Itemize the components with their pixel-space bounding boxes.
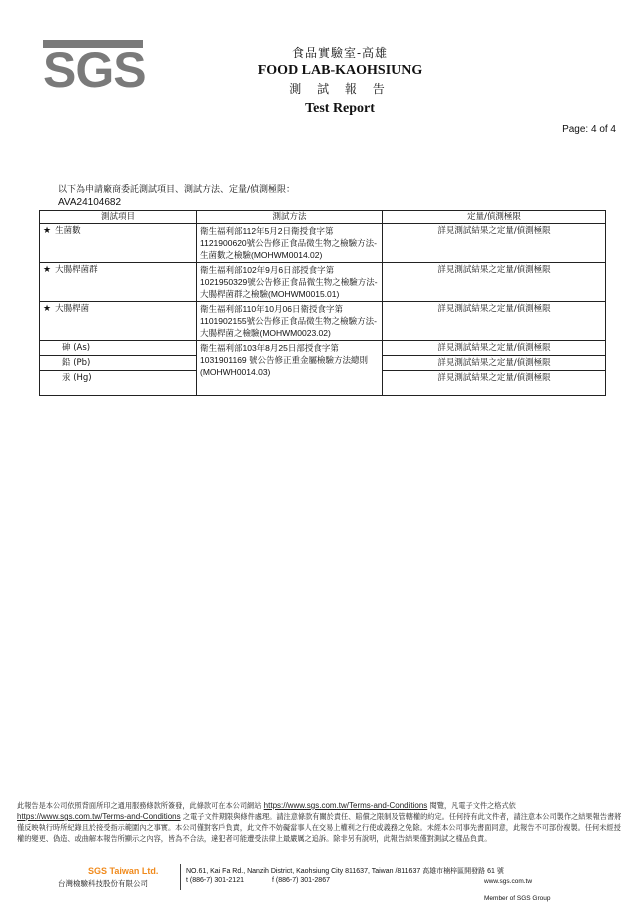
star-icon: ★ (43, 265, 52, 275)
lab-title-en: FOOD LAB-KAOHSIUNG (257, 63, 423, 78)
report-title-cn: 測 試 報 告 (289, 82, 391, 96)
header-test-method: 測試方法 (197, 211, 383, 224)
test-method-cell: 衛生福利部102年9月6日部授食字第1021950329號公告修正食品微生物之檢驗方法-大腸桿菌群之檢驗(MOHWM0015.01) (197, 263, 383, 302)
table-header-row (40, 211, 606, 224)
test-item-cell (40, 302, 197, 341)
limit-cell: 詳見測試結果之定量/偵測極限 (383, 224, 606, 263)
table-row (40, 341, 606, 356)
logo-text: SGS (43, 42, 146, 98)
test-item-name: 砷 (As) (40, 341, 197, 356)
limit-cell: 詳見測試結果之定量/偵測極限 (383, 371, 606, 396)
company-address: NO.61, Kai Fa Rd., Nanzih District, Kaohsiung City 811637, Taiwan /811637 高雄市楠梓區開發路 61 號 (186, 868, 504, 875)
company-fax: f (886-7) 301-2867 (272, 877, 330, 884)
terms-notice (17, 800, 627, 844)
table-row (40, 224, 606, 263)
test-item-name: 生菌數 (55, 226, 81, 236)
footer-divider (180, 864, 181, 890)
limit-cell: 詳見測試結果之定量/偵測極限 (383, 263, 606, 302)
limit-cell: 詳見測試結果之定量/偵測極限 (383, 356, 606, 371)
test-item-name: 大腸桿菌群 (55, 265, 98, 275)
lab-title-cn: 食品實驗室-高雄 (291, 46, 389, 60)
header-limit: 定量/偵測極限 (383, 211, 606, 224)
company-name-en: SGS Taiwan Ltd. (88, 866, 159, 876)
member-label: Member of SGS Group (484, 895, 551, 902)
test-item-cell (40, 224, 197, 263)
test-item-name: 鉛 (Pb) (40, 356, 197, 371)
test-item-cell (40, 263, 197, 302)
terms-text: 之電子文件期限與條件處理。請注意條款有關於責任、賠償之限制及管轄權的約定。任何持有此文件者，請注意本公司製作之結果報告書將僅反映執行時所紀錄且於接受指示範圍內之事實。本公司僅對客戶負責，此文件不妨礙當事人在交易上權利之行使或義務之免除。未經本公司事先書面同意，此報告不可部份複製。任何未經授權的變更、偽造、或曲解本報告所顯示之內容，皆為不合法，違犯者可能遭受法律上最嚴厲之追訴。除非另有說明，此報告結果僅對測試之樣品負責。 (17, 812, 622, 843)
limit-cell: 詳見測試結果之定量/偵測極限 (383, 302, 606, 341)
terms-text: 此報告是本公司依照背面所印之通用服務條款所簽發，此條款可在本公司網站 (17, 801, 264, 810)
company-website[interactable]: www.sgs.com.tw (484, 878, 533, 885)
page-number: Page: 4 of 4 (562, 124, 616, 135)
star-icon: ★ (43, 304, 52, 314)
table-row (40, 263, 606, 302)
sgs-logo (43, 40, 146, 98)
star-icon: ★ (43, 226, 52, 236)
terms-link[interactable]: https://www.sgs.com.tw/Terms-and-Conditions (263, 801, 428, 810)
company-phone: t (886-7) 301-2121 (186, 877, 244, 884)
test-method-cell: 衛生福利部112年5月2日衛授食字第 1121900620號公告修正食品微生物之檢驗方法-生菌數之檢驗(MOHWM0014.02) (197, 224, 383, 263)
terms-text: 閱覽，凡電子文件之格式依 (427, 801, 516, 810)
terms-link[interactable]: https://www.sgs.com.tw/Terms-and-Conditions (17, 812, 181, 821)
report-number: AVA24104682 (58, 197, 122, 208)
test-item-name: 汞 (Hg) (40, 371, 197, 396)
test-methods-table (39, 210, 606, 396)
intro-text: 以下為申請廠商委託測試項目、測試方法、定量/偵測極限： (58, 185, 296, 195)
header-test-item: 測試項目 (40, 211, 197, 224)
test-method-cell: 衛生福利部110年10月06日衛授食字第1101902155號公告修正食品微生物之檢驗方法-大腸桿菌之檢驗(MOHWM0023.02) (197, 302, 383, 341)
limit-cell: 詳見測試結果之定量/偵測極限 (383, 341, 606, 356)
company-name-cn: 台灣檢驗科技股份有限公司 (58, 879, 148, 888)
test-method-cell: 衛生福利部103年8月25日部授食字第1031901169 號公告修正重金屬檢驗方法總則(MOHWH0014.03) (197, 341, 383, 396)
report-title-en: Test Report (305, 101, 375, 116)
table-row (40, 302, 606, 341)
test-item-name: 大腸桿菌 (55, 304, 90, 314)
